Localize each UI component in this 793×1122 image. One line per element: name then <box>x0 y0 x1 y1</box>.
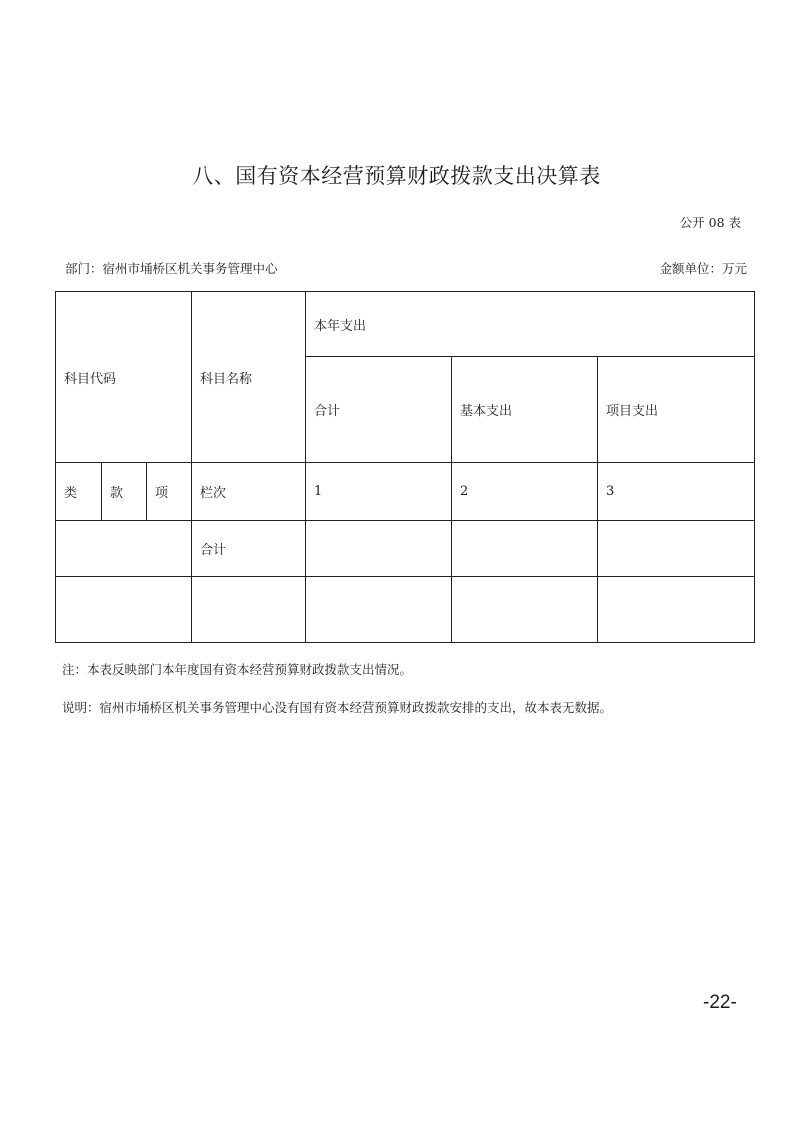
header-basic-expense: 基本支出 <box>452 357 598 463</box>
empty-row-project <box>598 577 755 643</box>
total-row <box>56 521 755 577</box>
empty-row-code <box>56 577 192 643</box>
header-current-year-expense: 本年支出 <box>306 292 755 357</box>
header-subject-code: 科目代码 <box>56 292 192 463</box>
amount-unit-label: 金额单位：万元 <box>659 261 747 276</box>
header-subject-name: 科目名称 <box>192 292 306 463</box>
total-row-project <box>598 521 755 577</box>
sub-header-xiang: 项 <box>147 463 192 521</box>
sub-header-kuan: 款 <box>102 463 147 521</box>
total-row-basic <box>452 521 598 577</box>
empty-row <box>56 577 755 643</box>
header-total: 合计 <box>306 357 452 463</box>
column-index-2: 2 <box>452 463 598 521</box>
empty-row-basic <box>452 577 598 643</box>
sub-header-lei: 类 <box>56 463 102 521</box>
page-title: 八、国有资本经营预算财政拨款支出决算表 <box>192 164 601 188</box>
header-row-1 <box>56 292 755 357</box>
column-index-3: 3 <box>598 463 755 521</box>
expense-table <box>55 291 755 643</box>
page-number: -22- <box>703 992 737 1013</box>
total-row-sum <box>306 521 452 577</box>
total-row-label: 合计 <box>192 521 306 577</box>
empty-row-name <box>192 577 306 643</box>
empty-row-sum <box>306 577 452 643</box>
total-row-code <box>56 521 192 577</box>
table-note: 注：本表反映部门本年度国有资本经营预算财政拨款支出情况。 <box>62 662 413 677</box>
department-label: 部门：宿州市埇桥区机关事务管理中心 <box>65 261 278 276</box>
table-explanation: 说明：宿州市埇桥区机关事务管理中心没有国有资本经营预算财政拨款安排的支出，故本表无数据。 <box>62 700 613 715</box>
index-row <box>56 463 755 521</box>
row-index-label: 栏次 <box>192 463 306 521</box>
form-number: 公开 08 表 <box>679 215 741 230</box>
header-project-expense: 项目支出 <box>598 357 755 463</box>
column-index-1: 1 <box>306 463 452 521</box>
